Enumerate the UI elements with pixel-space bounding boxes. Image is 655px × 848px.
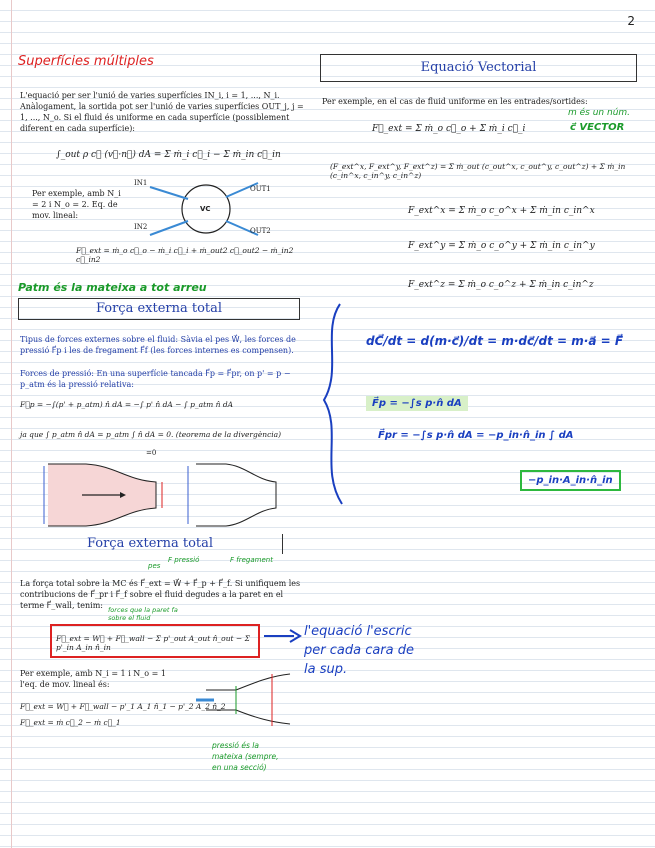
slide-title-box-2 <box>18 298 300 320</box>
green-ffregament: F fregament <box>230 556 273 564</box>
in1-arrow <box>150 187 188 199</box>
slide-title-vectorial: Equació Vectorial <box>420 60 537 75</box>
eq-pressure-force: F⃗p = −∫s p·n̂ dA <box>366 396 468 411</box>
note-vector: c⃗ VECTOR <box>570 122 625 133</box>
green-wall-forces: forces que la paret fa sobre el fluid <box>108 606 178 622</box>
multi-surface-paragraph: L'equació per ser l'unió de varies superfícies IN_i, i = 1, ..., N_i. Anàlogament, la sortida pot ser l'unió de varies superfícies OUT_j, j = 1, ..., N_o. Si el fluid és uniforme en cada superfície (possiblement diferent en cada superfície): <box>20 91 304 133</box>
in2-arrow <box>150 221 188 235</box>
bottom-equation: F⃗_ext = ṁ_o c⃗_o − ṁ_i c⃗_i + ṁ_out2 c⃗_out2 − ṁ_in2 c⃗_in2 <box>76 246 294 264</box>
blue-note-each-face: l'equació l'escric per cada cara de la sup. <box>304 624 414 677</box>
eq-relative-pressure-force: F⃗pr = −∫s p·n̂ dA = −p_in·n̂_in ∫ dA <box>378 430 574 441</box>
vectorial-intro: Per exemple, en el cas de fluid uniforme en les entrades/sortides: <box>322 97 588 106</box>
in2-label: IN2 <box>134 223 148 231</box>
eq-example-a: F⃗_ext = W⃗ + F⃗_wall − p'_1 A_1 n̂_1 − p'_2 A_2 n̂_2 <box>20 702 226 711</box>
slide-title-box-3 <box>18 534 283 554</box>
slide-title-forca-2: Força externa total <box>86 536 214 551</box>
page-number: 2 <box>627 14 635 28</box>
divergence-equation: ja que ∫ p_atm n̂ dA = p_atm ∫ n̂ dA = 0. (teorema de la divergència) <box>20 430 282 439</box>
total-force-paragraph: La força total sobre la MC és F⃗_ext = W⃗ + F⃗_p + F⃗_f. Si unifiquem les contribucions de F⃗_pr i F⃗_f sobre el fluid degudes a la paret en el terme F⃗_wall, tenim: <box>20 579 301 610</box>
out2-label: OUT2 <box>250 227 271 235</box>
out1-label: OUT1 <box>250 185 271 193</box>
green-note-patm: Patm és la mateixa a tot arreu <box>18 281 207 294</box>
handwritten-title: Superfícies múltiples <box>18 54 154 69</box>
green-pressure-note: pressió és la mateixa (sempre, en una secció) <box>212 741 279 772</box>
integral-equation: ∫_out ρ c⃗ (v⃗·n⃗) dA = Σ ṁ_i c⃗_i − Σ ṁ_in c⃗_in <box>56 150 281 160</box>
eq-components: (F_ext^x, F_ext^y, F_ext^z) = Σ ṁ_out (c_out^x, c_out^y, c_out^z) + Σ ṁ_in (c_in^x, c_in^y, c_in^z) <box>330 162 626 180</box>
eq-example-b: F⃗_ext = ṁ c⃗_2 − ṁ c⃗_1 <box>20 718 121 727</box>
example-one-in-one-out: Per exemple, amb N_i = 1 i N_o = 1 l'eq. de mov. lineal és: <box>20 669 166 689</box>
pipe-section-diagram <box>196 668 296 728</box>
boxed-equation-frame <box>50 624 260 658</box>
slide-title-box <box>320 54 637 82</box>
eq-newton: dC⃗/dt = d(m·c⃗)/dt = m·dc⃗/dt = m·a⃗ = F⃗ <box>366 334 624 348</box>
eq-result: −p_in·A_in·n̂_in <box>520 470 621 491</box>
eq-y-component: F_ext^y = Σ ṁ_o c_o^y + Σ ṁ_in c_in^y <box>408 241 595 251</box>
slide-title-forca: Força externa total <box>95 301 223 316</box>
green-fpressio: F pressió <box>168 556 200 564</box>
blue-brace <box>312 300 352 510</box>
green-pes: pes <box>148 562 161 570</box>
note-scalar: m és un núm. <box>568 108 631 118</box>
eq-vector-sum: F⃗_ext = Σ ṁ_o c⃗_o + Σ ṁ_i c⃗_i <box>372 124 526 134</box>
margin-line <box>11 0 12 848</box>
external-forces-paragraph: Tipus de forces externes sobre el fluid: Sàvia el pes W⃗, les forces de pressió F⃗p i les de fregament F⃗f (les forces internes es compensen). <box>20 335 296 355</box>
vc-label: VC <box>200 205 211 213</box>
zero-label: =0 <box>146 449 157 457</box>
example-text: Per exemple, amb N_i = 2 i N_o = 2. Eq. de mov. lineal: <box>32 189 121 220</box>
in1-label: IN1 <box>134 179 148 187</box>
blue-arrow <box>262 626 302 646</box>
eq-x-component: F_ext^x = Σ ṁ_o c_o^x + Σ ṁ_in c_in^x <box>408 206 595 216</box>
eq-z-component: F_ext^z = Σ ṁ_o c_o^z + Σ ṁ_in c_in^z <box>408 280 594 290</box>
boxed-equation: F⃗_ext = W⃗ + F⃗_wall − Σ p'_out A_out n̂_out − Σ p'_in A_in n̂_in <box>56 634 250 652</box>
nozzle-diagrams <box>36 460 306 530</box>
pressure-equation: F⃗p = −∫(p' + p_atm) n̂ dA = −∫ p' n̂ dA − ∫ p_atm n̂ dA <box>20 400 234 409</box>
pressure-forces-paragraph: Forces de pressió: En una superfície tancada F⃗p = F⃗pr, on p' = p − p_atm és la pressió relativa: <box>20 369 291 389</box>
